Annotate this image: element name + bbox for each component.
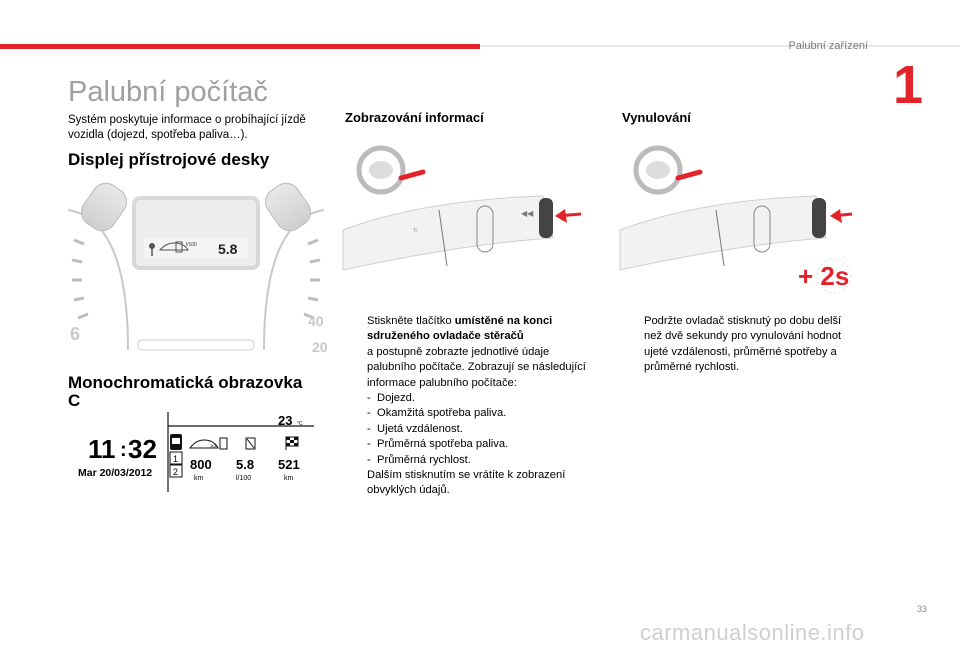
vynulovani-paragraph: Podržte ovladač stisknutý po dobu delší než dvě sekundy pro vynulování hodnot ujeté vzdálenosti, průměrné spotřeby a průměrné rychlosti. bbox=[644, 315, 842, 374]
mono-heading: Monochromatická obrazovka C bbox=[68, 373, 303, 410]
svg-text:◀◀: ◀◀ bbox=[521, 209, 534, 218]
gauge-label-right-b: 20 bbox=[312, 339, 328, 355]
svg-text:>>: >> bbox=[210, 444, 218, 450]
mono-time-minutes: 32 bbox=[128, 434, 157, 464]
mono-row-2: 2 bbox=[173, 467, 179, 477]
mono-unit-2: l/100 bbox=[236, 475, 252, 482]
display-heading: Displej přístrojové desky bbox=[68, 150, 270, 169]
button-location-bold: umístěné na konci sdruženého ovladače stěračů bbox=[367, 315, 553, 343]
gauge-label-left: 6 bbox=[70, 324, 81, 344]
wiper-stalk-reset-illustration bbox=[620, 140, 860, 290]
section-title: Palubní zařízení bbox=[788, 40, 868, 52]
header-red-bar bbox=[0, 44, 480, 49]
zobrazovani-heading: Zobrazování informací bbox=[345, 110, 484, 125]
wiper-stalk-illustration bbox=[343, 140, 599, 275]
zobrazovani-paragraph-2: Dalším stisknutím se vrátíte k zobrazení obvyklých údajů. bbox=[367, 469, 566, 497]
gauge-label-right-a: 40 bbox=[308, 313, 324, 329]
list-item: - Okamžitá spotřeba paliva. bbox=[367, 407, 507, 420]
vynulovani-text bbox=[622, 314, 862, 376]
pointer-bullet-icon bbox=[622, 314, 644, 376]
chapter-number: 1 bbox=[893, 55, 924, 115]
mono-unit-1: km bbox=[194, 475, 204, 482]
vynulovani-heading: Vynulování bbox=[622, 110, 691, 125]
mono-temp-unit: °C bbox=[297, 421, 303, 427]
finish-flag-icon bbox=[286, 437, 298, 450]
mono-date: Mar 20/03/2012 bbox=[78, 467, 153, 479]
mono-value-2: 5.8 bbox=[236, 457, 255, 472]
panel-unit: l/100 bbox=[186, 242, 197, 248]
mono-value-1: 800 bbox=[190, 457, 212, 472]
list-item: - Dojezd. bbox=[367, 392, 415, 405]
watermark: carmanualsonline.info bbox=[640, 620, 865, 645]
panel-readout: 5.8 bbox=[218, 241, 238, 257]
svg-text:↻: ↻ bbox=[413, 228, 419, 234]
list-item: - Ujetá vzdálenost. bbox=[367, 422, 463, 435]
mono-unit-3: km bbox=[284, 475, 294, 482]
zobrazovani-paragraph: a postupně zobrazte jednotlivé údaje palubního počítače. Zobrazují se následující informace palubního počítače: bbox=[367, 345, 586, 389]
page-number: 33 bbox=[917, 604, 928, 614]
page-title: Palubní počítač bbox=[68, 76, 268, 108]
instrument-panel-illustration bbox=[68, 180, 328, 355]
pointer-bullet-icon bbox=[345, 468, 367, 499]
mono-screen-illustration bbox=[78, 412, 318, 492]
mono-value-3: 521 bbox=[278, 457, 300, 472]
mono-time-hours: 11 bbox=[88, 434, 116, 464]
zobrazovani-text: Stiskněte tlačítko umístěné na konci sdruženého ovladače stěračů a postupně zobrazte jednotlivé údaje palubního počítače. Zobrazují se následující informace palubního počítače: - Dojezd. - Okamžitá spotřeba paliva. - Ujetá vzdálenost. - Průměrná spotřeba paliva. - Průměrná rychlost. Dalším stisknutím se vrátíte k zobrazení obvyklých údajů. bbox=[345, 314, 595, 499]
pointer-bullet-icon bbox=[345, 314, 367, 345]
hold-2s-badge: + 2s bbox=[798, 261, 850, 291]
list-item: - Průměrná spotřeba paliva. bbox=[367, 438, 509, 451]
mono-temperature: 23 bbox=[278, 413, 293, 428]
header-grey-bar bbox=[480, 45, 960, 47]
svg-text::: : bbox=[120, 439, 127, 461]
mono-row-1: 1 bbox=[173, 454, 179, 464]
intro-text: Systém poskytuje informace o probíhající jízdě vozidla (dojezd, spotřeba paliva…). bbox=[68, 114, 306, 141]
list-item: - Průměrná rychlost. bbox=[367, 453, 471, 466]
